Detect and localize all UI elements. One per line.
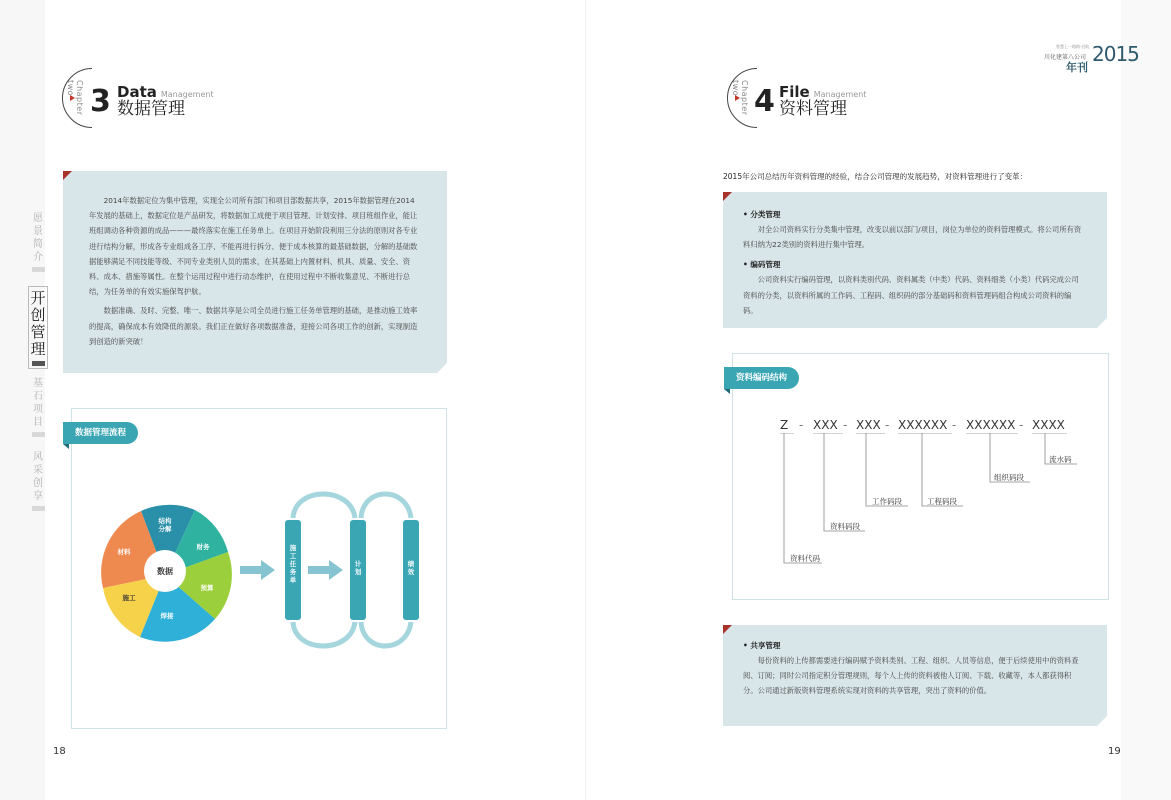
chapter-title-cn: 资料管理 — [779, 99, 847, 119]
sidebar-item-projects[interactable]: 基 石 项 目 — [28, 377, 48, 437]
intro-paragraph-2: 数据准确、及时、完整、唯一、数据共享是公司全员进行施工任务单管理的基础，是推动施工效率的提高，确保成本有效降低的源泉。我们正在做好各项数据准备，迎接公司各项工作的创新，实现制造到创造的新突破！ — [89, 306, 418, 346]
page-gutter — [585, 0, 586, 800]
wheel-label-structure-line2: 分解 — [158, 525, 172, 533]
wheel-label-budget: 预算 — [200, 584, 214, 592]
code-label: 工作码段 — [872, 497, 902, 506]
loop-arc-bottom-2 — [361, 622, 411, 646]
sidebar-item-marker-active — [32, 361, 45, 366]
chapter-marker-icon — [70, 95, 75, 101]
sidebar-item-marker — [32, 506, 45, 511]
loop-arc-top-1 — [293, 494, 355, 518]
section-heading: • 分类管理 — [743, 210, 781, 219]
chapter-side-label: Chapter two — [66, 80, 84, 116]
connector-file-segment — [813, 433, 865, 531]
code-segment: XXXXXX — [966, 418, 1016, 432]
bar-plan-label: 计划 — [354, 560, 362, 576]
section-heading: • 编码管理 — [743, 260, 781, 270]
corner-mark — [723, 625, 732, 634]
sidebar-item-vision[interactable]: 愿 景 简 介 — [28, 212, 48, 272]
chapter-title-en-main: Data — [117, 83, 157, 101]
code-label: 流水码 — [1049, 455, 1072, 464]
sidebar-item-style[interactable]: 风 采 创 享 — [28, 451, 48, 511]
code-label: 资料码段 — [830, 522, 860, 531]
right-page-edge — [1121, 0, 1171, 800]
wheel-label-finance: 财务 — [196, 543, 210, 551]
section-text: 对全公司资料实行分类集中管理，改变以前以部门/项目，岗位为单位的资料管理模式。将公司所有资料归纳为22类别的资料进行集中管理。 — [743, 225, 1082, 250]
sidebar-item-marker — [32, 267, 45, 272]
page-number-right: 19 — [1108, 746, 1121, 757]
bar-task-sheet-label: 施工任务单 — [289, 544, 297, 584]
code-segment: XXX — [856, 418, 881, 432]
code-separator: - — [843, 418, 848, 432]
code-segment: XXXXXX — [898, 418, 948, 432]
sharing-box — [723, 625, 1107, 726]
flow-arrow-2 — [308, 560, 343, 580]
chapter-marker-icon — [735, 95, 740, 101]
code-structure-tag: 资料编码结构 — [724, 367, 799, 389]
wheel-label-material: 材料 — [117, 548, 131, 556]
code-segment: XXXX — [1032, 418, 1065, 432]
tag-fold — [724, 389, 730, 394]
sidebar-item-marker — [32, 432, 45, 437]
corner-cut — [1097, 716, 1107, 726]
wheel-center-label: 数据 — [157, 567, 173, 576]
brand-title: 年刊 — [1066, 61, 1088, 74]
loop-arc-top-2 — [361, 494, 411, 518]
chapter-number: 3 — [90, 84, 111, 119]
wheel-label-structure-line1: 结构 — [158, 517, 172, 525]
loop-arc-bottom-1 — [293, 622, 355, 646]
connector-file-code — [780, 433, 822, 563]
corner-cut — [1097, 318, 1107, 328]
side-navigation — [28, 212, 48, 525]
section-heading: • 共享管理 — [743, 641, 781, 650]
corner-cut — [437, 363, 447, 373]
brand-small-top: 智慧上一路路·启航 — [1056, 44, 1090, 49]
code-separator: - — [952, 418, 957, 432]
wheel-label-construction: 施工 — [122, 594, 136, 602]
intro-paragraph-1: 2014年数据定位为集中管理，实现全公司所有部门和项目部数据共享，2015年数据管理在2014年发展的基础上，数据定位是产品研发，将数据加工成便于项目管理、计划安排、项目班组作业，能让班组调动各种资源的成品———最终落实在施工任务单上。在项目开始阶段利用三分法的原则对各专业进行结构分解，形成各专业组成各工序、不能再进行拆分、便于成本核算的最基础数据，分解的基础数据能够满足不同技能等级、不同专业类别人员的需求，在其基础上内置材料、机具、质量、安全、资料、成本、措施等属性。在整个运用过程中进行动态维护，在使用过程中不断收集意见、不断进行总结，为任务单的有效实施保驾护航。 — [89, 196, 418, 297]
section-text: 每份资料的上传都需要进行编码赋予资料类别、工程、组织、人员等信息，便于后续使用中的资料查阅、订阅；同时公司指定积分管理规则，每个人上传的资料被他人订阅、下载、收藏等，本人都获得积分。公司通过新版资料管理系统实现对资料的共享管理，突出了资料的价值。 — [743, 656, 1079, 696]
chapter-title-en-sub: Management — [813, 90, 867, 99]
classification-box — [723, 192, 1107, 328]
data-intro-box — [63, 171, 447, 373]
sidebar-item-management[interactable]: 开 创 管 理 — [28, 286, 48, 369]
code-connectors — [770, 433, 1080, 568]
chapter-title-en-main: File — [779, 83, 810, 101]
chapter-number: 4 — [754, 84, 775, 119]
brand-logo — [1040, 42, 1139, 74]
data-flow-tag: 数据管理流程 — [63, 422, 138, 444]
section-text: 公司资料实行编码管理，以资料类别代码、资料属类（中类）代码、资料细类（小类）代码完成公司资料的分类，以资料所属的工作码、工程码、组织码的部分基础码和资料管理码组合构成公司资料的编码。 — [743, 275, 1079, 315]
code-segment: XXX — [813, 418, 838, 432]
brand-company: 川化建第八公司 — [1044, 54, 1087, 61]
code-label: 资料代码 — [790, 554, 820, 563]
code-separator: - — [885, 418, 890, 432]
tag-fold — [63, 444, 69, 449]
code-label: 工程码段 — [927, 497, 957, 506]
file-management-lead: 2015年公司总结历年资料管理的经验，结合公司管理的发展趋势，对资料管理进行了变革： — [723, 172, 1028, 181]
code-separator: - — [1019, 418, 1024, 432]
data-flow-diagram — [95, 490, 435, 660]
code-label: 组织码段 — [994, 473, 1024, 482]
data-wheel — [101, 505, 232, 642]
code-separator: - — [799, 418, 804, 432]
corner-mark — [63, 171, 72, 180]
chapter-side-label: Chapter two — [731, 80, 749, 116]
chapter-title-cn: 数据管理 — [117, 99, 185, 119]
wheel-label-structure — [158, 516, 173, 533]
flow-arrow-1 — [240, 560, 275, 580]
chapter-title-en-sub: Management — [160, 90, 214, 99]
page-number-left: 18 — [53, 746, 66, 757]
code-segment: Z — [780, 418, 789, 432]
brand-year: 2015 — [1092, 42, 1139, 66]
bar-performance-label: 绩效 — [407, 560, 415, 576]
wheel-label-weld: 焊接 — [160, 612, 174, 620]
corner-mark — [723, 192, 732, 201]
